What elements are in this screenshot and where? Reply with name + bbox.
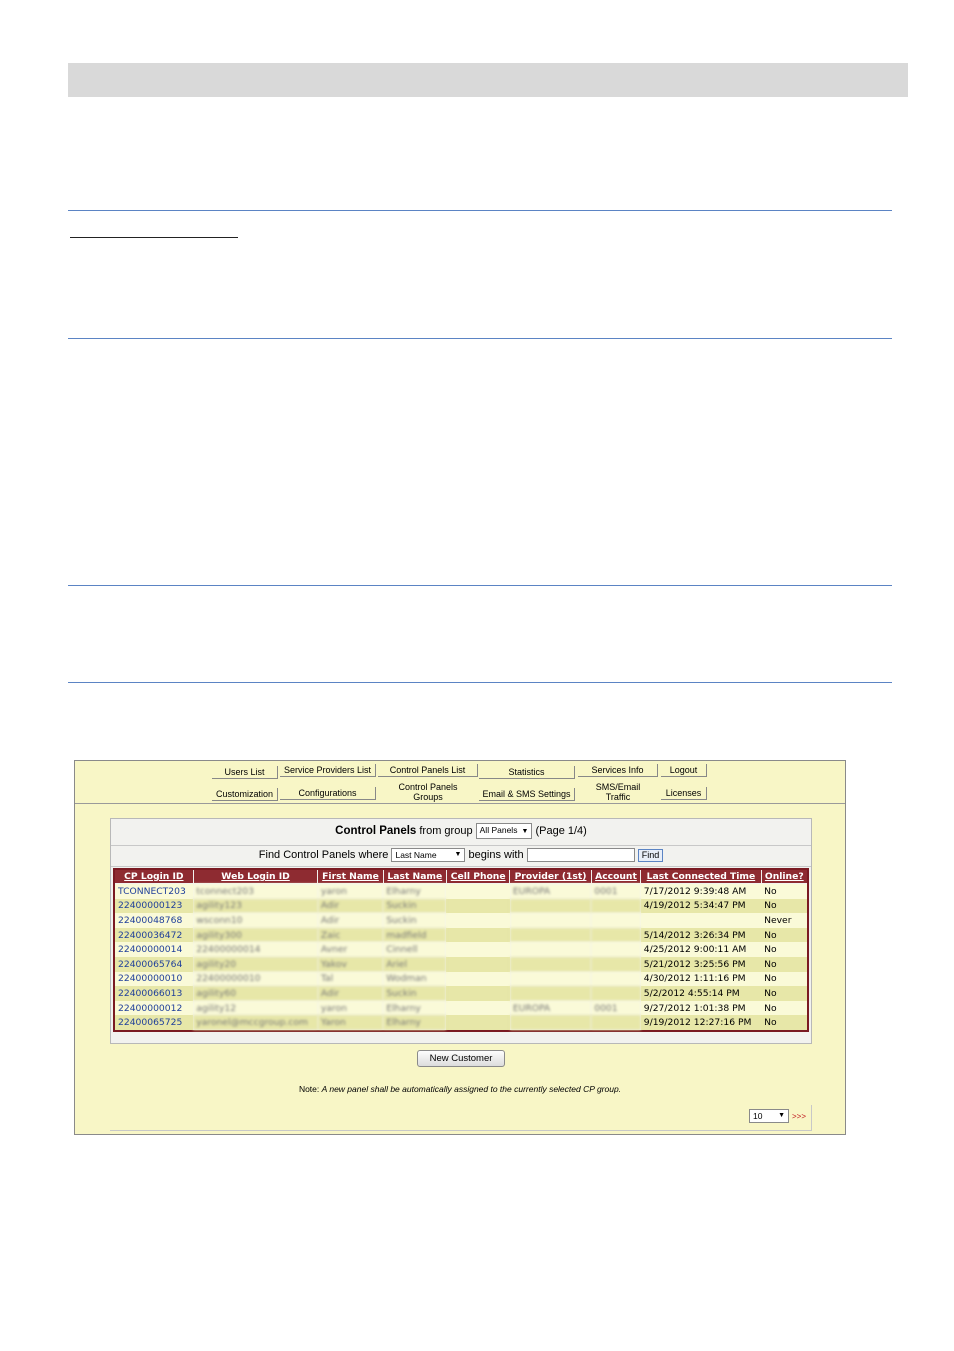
nav-email-sms-settings[interactable]: Email & SMS Settings xyxy=(479,788,575,801)
nav-customization[interactable]: Customization xyxy=(212,788,278,801)
pager xyxy=(749,1109,806,1123)
last-connected-time: 9/27/2012 1:01:38 PM xyxy=(641,1001,761,1016)
header-bar xyxy=(68,63,908,97)
provider xyxy=(510,986,591,1001)
first-name: yaron xyxy=(318,1001,383,1016)
new-customer-button[interactable]: New Customer xyxy=(417,1050,505,1067)
web-login-id: agility20 xyxy=(193,957,318,972)
note-label: Note: xyxy=(298,1084,320,1094)
app-screenshot xyxy=(74,760,846,1135)
col-provider[interactable]: Provider (1st) xyxy=(510,869,591,884)
nav-statistics[interactable]: Statistics xyxy=(479,766,575,779)
account xyxy=(591,942,641,957)
first-name: Yaron xyxy=(318,1015,383,1031)
nav-services-info[interactable]: Services Info xyxy=(578,764,658,777)
last-name: Suckin xyxy=(383,913,446,928)
account xyxy=(591,1015,641,1031)
cp-login-id-link[interactable]: TCONNECT203 xyxy=(114,884,193,899)
provider xyxy=(510,972,591,987)
underline-mark xyxy=(70,237,238,238)
cp-login-id-link[interactable]: 22400066013 xyxy=(114,986,193,1001)
provider xyxy=(510,899,591,914)
last-name: Elharny xyxy=(383,1001,446,1016)
cp-login-id-link[interactable]: 22400000012 xyxy=(114,1001,193,1016)
group-select-value: All Panels xyxy=(479,825,518,836)
table-row xyxy=(114,913,808,928)
provider xyxy=(510,928,591,943)
from-group-label: from group xyxy=(419,825,473,837)
find-label: Find Control Panels where xyxy=(258,849,389,861)
note xyxy=(75,1084,845,1094)
page-info: (Page 1/4) xyxy=(535,825,587,837)
chevron-down-icon: ▼ xyxy=(454,851,462,859)
col-last-connected[interactable]: Last Connected Time xyxy=(641,869,761,884)
col-first-name[interactable]: First Name xyxy=(318,869,383,884)
cell-phone xyxy=(446,942,509,957)
first-name: Adir xyxy=(318,913,383,928)
cell-phone xyxy=(446,884,509,899)
last-name: Elharny xyxy=(383,884,446,899)
last-name: Cinnell xyxy=(383,942,446,957)
table-row xyxy=(114,986,808,1001)
table-row xyxy=(114,957,808,972)
control-panels-box xyxy=(110,818,812,1044)
table-row xyxy=(114,884,808,899)
account xyxy=(591,986,641,1001)
first-name: Adir xyxy=(318,986,383,1001)
last-name: Wodman xyxy=(383,972,446,987)
web-login-id: wsconn10 xyxy=(193,913,318,928)
chevron-down-icon: ▼ xyxy=(778,1112,785,1119)
nav-service-providers-list[interactable]: Service Providers List xyxy=(280,764,376,777)
cell-phone xyxy=(446,986,509,1001)
web-login-id: agility300 xyxy=(193,928,318,943)
account xyxy=(591,928,641,943)
cp-login-id-link[interactable]: 22400065764 xyxy=(114,957,193,972)
cell-phone xyxy=(446,1015,509,1031)
bottom-divider xyxy=(110,1130,812,1131)
web-login-id: 22400000010 xyxy=(193,972,318,987)
nav-configurations[interactable]: Configurations xyxy=(280,787,376,800)
first-name: Avner xyxy=(318,942,383,957)
account xyxy=(591,957,641,972)
web-login-id: agility123 xyxy=(193,899,318,914)
table-row xyxy=(114,942,808,957)
online-status: No xyxy=(761,1001,808,1016)
account xyxy=(591,913,641,928)
first-name: Yakov xyxy=(318,957,383,972)
col-online[interactable]: Online? xyxy=(761,869,808,884)
find-input[interactable] xyxy=(527,848,635,862)
control-panels-title-row xyxy=(111,819,811,846)
page-size-value: 10 xyxy=(753,1111,763,1121)
cell-phone xyxy=(446,899,509,914)
web-login-id: tconnect203 xyxy=(193,884,318,899)
last-connected-time: 4/19/2012 5:34:47 PM xyxy=(641,899,761,914)
last-connected-time: 5/21/2012 3:25:56 PM xyxy=(641,957,761,972)
top-nav xyxy=(75,761,845,804)
first-name: Tal xyxy=(318,972,383,987)
web-login-id: yaronel@mccgroup.com xyxy=(193,1015,318,1031)
col-account[interactable]: Account xyxy=(591,869,641,884)
web-login-id: agility12 xyxy=(193,1001,318,1016)
col-cell-phone[interactable]: Cell Phone xyxy=(446,869,509,884)
nav-control-panels-groups[interactable]: Control Panels Groups xyxy=(398,782,458,802)
find-row xyxy=(111,846,811,867)
account xyxy=(591,899,641,914)
account xyxy=(591,972,641,987)
online-status: No xyxy=(761,928,808,943)
group-select[interactable] xyxy=(476,823,533,839)
table-row xyxy=(114,899,808,914)
control-panels-table xyxy=(113,868,809,1032)
divider-4 xyxy=(68,682,892,683)
online-status: No xyxy=(761,884,808,899)
online-status: No xyxy=(761,942,808,957)
provider xyxy=(510,942,591,957)
last-name: Ariel xyxy=(383,957,446,972)
col-web-login-id[interactable]: Web Login ID xyxy=(193,869,318,884)
col-last-name[interactable]: Last Name xyxy=(383,869,446,884)
provider: EUROPA xyxy=(510,884,591,899)
provider xyxy=(510,957,591,972)
begins-with-label: begins with xyxy=(468,849,524,861)
web-login-id: agility60 xyxy=(193,986,318,1001)
col-cp-login-id[interactable]: CP Login ID xyxy=(114,869,193,884)
first-name: Adir xyxy=(318,899,383,914)
online-status: No xyxy=(761,972,808,987)
last-connected-time: 5/2/2012 4:55:14 PM xyxy=(641,986,761,1001)
divider-1 xyxy=(68,210,892,211)
last-connected-time xyxy=(641,913,761,928)
cp-login-id-link[interactable]: 22400065725 xyxy=(114,1015,193,1031)
online-status: No xyxy=(761,1015,808,1031)
table-row xyxy=(114,1015,808,1031)
page-size-select[interactable] xyxy=(749,1109,789,1123)
cell-phone xyxy=(446,972,509,987)
last-connected-time: 4/30/2012 1:11:16 PM xyxy=(641,972,761,987)
table-row xyxy=(114,928,808,943)
chevron-down-icon: ▼ xyxy=(521,828,529,836)
table-row xyxy=(114,972,808,987)
divider-3 xyxy=(68,585,892,586)
last-connected-time: 9/19/2012 12:27:16 PM xyxy=(641,1015,761,1031)
find-field-select[interactable] xyxy=(391,848,465,862)
nav-users-list[interactable]: Users List xyxy=(212,766,278,779)
last-name: Suckin xyxy=(383,899,446,914)
cell-phone xyxy=(446,957,509,972)
nav-licenses[interactable]: Licenses xyxy=(661,787,707,800)
last-name: Suckin xyxy=(383,986,446,1001)
web-login-id: 22400000014 xyxy=(193,942,318,957)
cp-login-id-link[interactable]: 22400048768 xyxy=(114,913,193,928)
cp-login-id-link[interactable]: 22400000014 xyxy=(114,942,193,957)
table-header-row xyxy=(114,869,808,884)
provider xyxy=(510,1015,591,1031)
divider-2 xyxy=(68,338,892,339)
note-text: A new panel shall be automatically assigned to the currently selected CP group. xyxy=(321,1084,622,1094)
nav-control-panels-list[interactable]: Control Panels List xyxy=(378,764,478,777)
control-panels-title: Control Panels xyxy=(335,825,417,837)
last-connected-time: 7/17/2012 9:39:48 AM xyxy=(641,884,761,899)
find-field-select-value: Last Name xyxy=(395,850,437,861)
cell-phone xyxy=(446,928,509,943)
last-connected-time: 5/14/2012 3:26:34 PM xyxy=(641,928,761,943)
find-button[interactable]: Find xyxy=(638,849,664,862)
last-name: madfield xyxy=(383,928,446,943)
cp-login-id-link[interactable]: 22400000010 xyxy=(114,972,193,987)
account: 0001 xyxy=(591,884,641,899)
online-status: No xyxy=(761,986,808,1001)
provider: EUROPA xyxy=(510,1001,591,1016)
first-name: yaron xyxy=(318,884,383,899)
provider xyxy=(510,913,591,928)
online-status: Never xyxy=(761,913,808,928)
cp-login-id-link[interactable]: 22400000123 xyxy=(114,899,193,914)
online-status: No xyxy=(761,957,808,972)
cp-login-id-link[interactable]: 22400036472 xyxy=(114,928,193,943)
last-name: Elharny xyxy=(383,1015,446,1031)
pager-divider xyxy=(811,1105,812,1130)
next-page-link[interactable]: >>> xyxy=(792,1111,807,1121)
nav-logout[interactable]: Logout xyxy=(661,764,707,777)
cell-phone xyxy=(446,1001,509,1016)
last-connected-time: 4/25/2012 9:00:11 AM xyxy=(641,942,761,957)
cell-phone xyxy=(446,913,509,928)
table-row xyxy=(114,1001,808,1016)
online-status: No xyxy=(761,899,808,914)
first-name: Zaic xyxy=(318,928,383,943)
nav-sms-email-traffic[interactable]: SMS/Email Traffic xyxy=(595,782,641,802)
account: 0001 xyxy=(591,1001,641,1016)
table-body xyxy=(114,884,808,1031)
